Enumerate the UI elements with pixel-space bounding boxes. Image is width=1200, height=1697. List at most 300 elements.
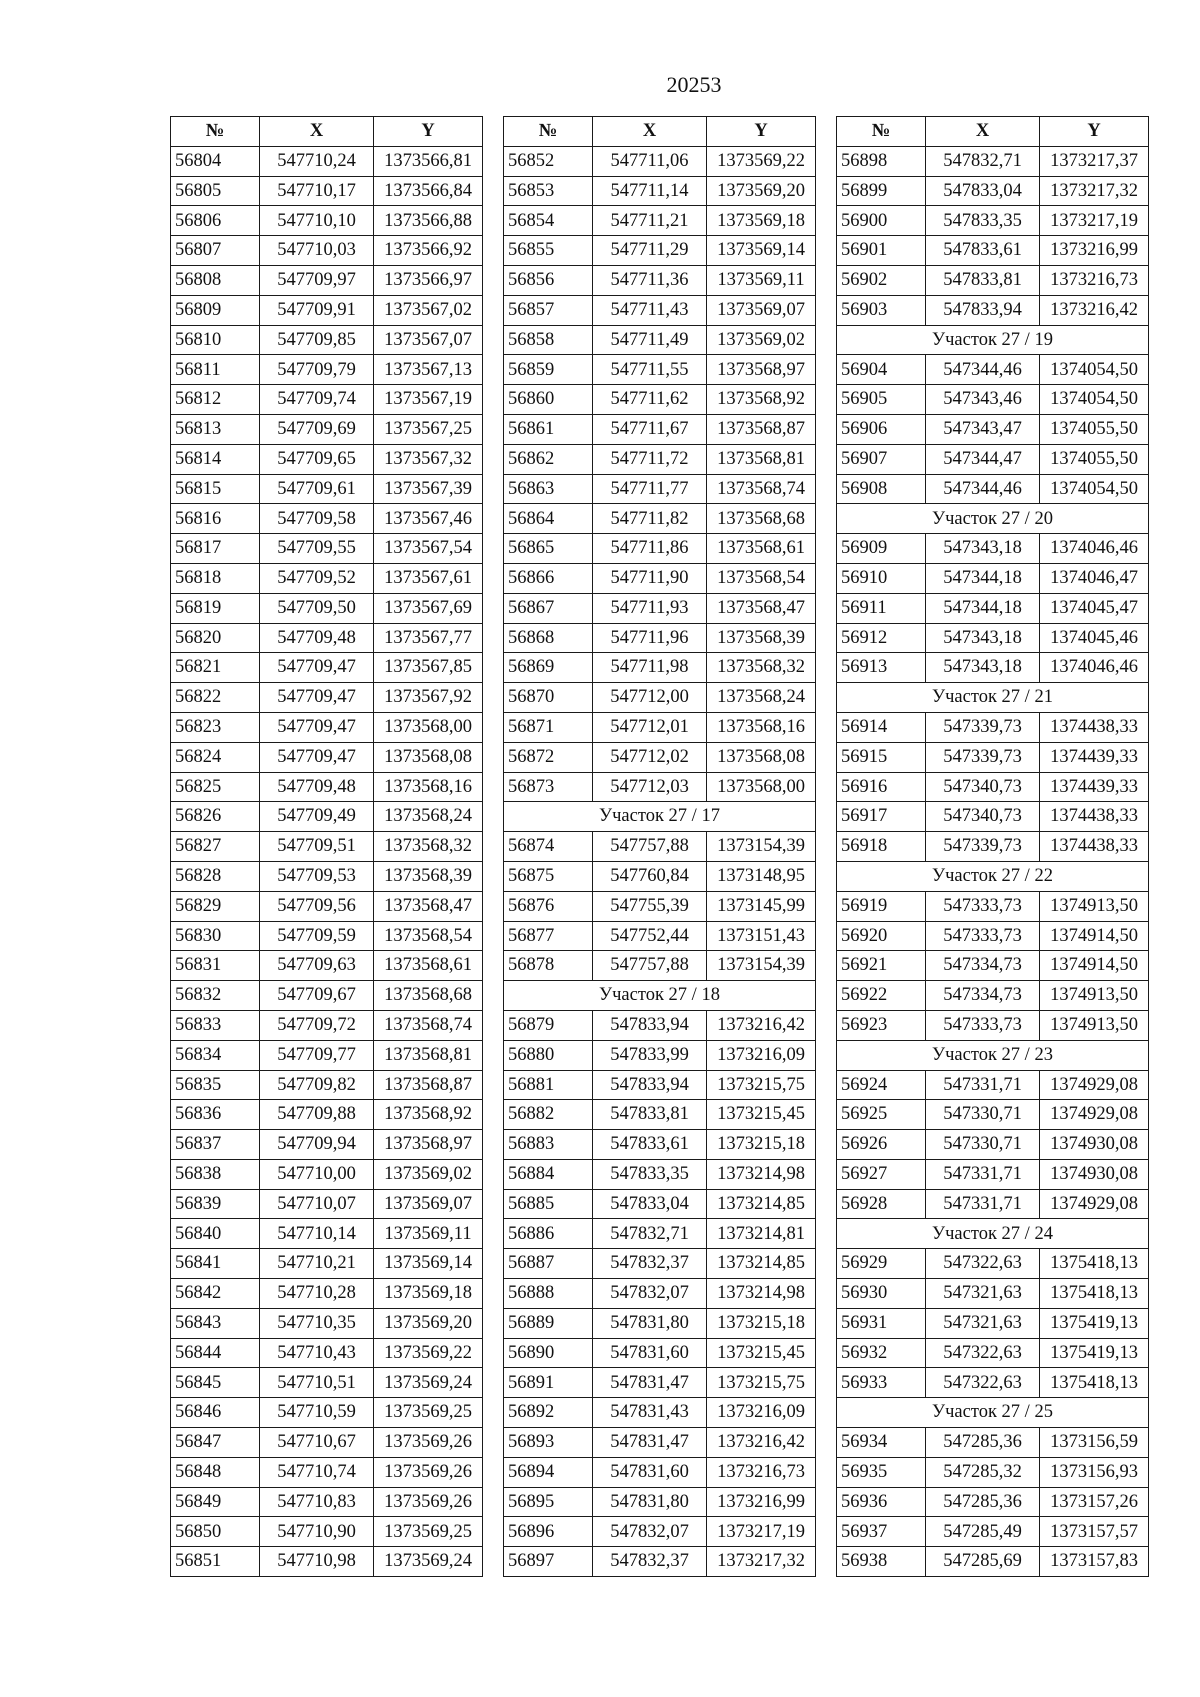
table-row xyxy=(171,1338,483,1368)
point-number-cell: 56878 xyxy=(504,951,593,981)
table-row xyxy=(504,1249,816,1279)
x-coordinate-cell: 547709,67 xyxy=(260,981,374,1011)
section-row xyxy=(837,861,1149,891)
table-row xyxy=(837,265,1149,295)
point-number-cell: 56910 xyxy=(837,563,926,593)
point-number-cell: 56881 xyxy=(504,1070,593,1100)
table-row xyxy=(504,146,816,176)
x-coordinate-cell: 547832,37 xyxy=(593,1547,707,1577)
y-coordinate-cell: 1374438,33 xyxy=(1040,832,1149,862)
table-row xyxy=(171,802,483,832)
x-coordinate-cell: 547333,73 xyxy=(926,921,1040,951)
y-coordinate-cell: 1373569,20 xyxy=(707,176,816,206)
point-number-cell: 56920 xyxy=(837,921,926,951)
x-coordinate-cell: 547711,77 xyxy=(593,474,707,504)
y-coordinate-cell: 1373154,39 xyxy=(707,832,816,862)
point-number-cell: 56934 xyxy=(837,1428,926,1458)
column-header-number: № xyxy=(837,117,926,147)
x-coordinate-cell: 547709,82 xyxy=(260,1070,374,1100)
y-coordinate-cell: 1374046,46 xyxy=(1040,534,1149,564)
column-header-y: Y xyxy=(374,117,483,147)
x-coordinate-cell: 547709,59 xyxy=(260,921,374,951)
y-coordinate-cell: 1373567,19 xyxy=(374,385,483,415)
x-coordinate-cell: 547833,94 xyxy=(926,295,1040,325)
y-coordinate-cell: 1373569,07 xyxy=(707,295,816,325)
y-coordinate-cell: 1374929,08 xyxy=(1040,1070,1149,1100)
x-coordinate-cell: 547709,88 xyxy=(260,1100,374,1130)
y-coordinate-cell: 1373216,99 xyxy=(707,1487,816,1517)
table-row xyxy=(837,385,1149,415)
x-coordinate-cell: 547709,55 xyxy=(260,534,374,564)
y-coordinate-cell: 1375418,13 xyxy=(1040,1249,1149,1279)
table-row xyxy=(837,474,1149,504)
table-row xyxy=(837,1100,1149,1130)
y-coordinate-cell: 1373568,68 xyxy=(707,504,816,534)
point-number-cell: 56805 xyxy=(171,176,260,206)
x-coordinate-cell: 547832,37 xyxy=(593,1249,707,1279)
point-number-cell: 56849 xyxy=(171,1487,260,1517)
x-coordinate-cell: 547709,58 xyxy=(260,504,374,534)
y-coordinate-cell: 1374438,33 xyxy=(1040,802,1149,832)
column-header-x: X xyxy=(260,117,374,147)
x-coordinate-cell: 547755,39 xyxy=(593,891,707,921)
y-coordinate-cell: 1373568,00 xyxy=(707,772,816,802)
y-coordinate-cell: 1373569,24 xyxy=(374,1368,483,1398)
y-coordinate-cell: 1373157,83 xyxy=(1040,1547,1149,1577)
y-coordinate-cell: 1373568,61 xyxy=(707,534,816,564)
table-row xyxy=(504,772,816,802)
x-coordinate-cell: 547711,21 xyxy=(593,206,707,236)
table-row xyxy=(171,653,483,683)
x-coordinate-cell: 547833,35 xyxy=(926,206,1040,236)
y-coordinate-cell: 1373217,19 xyxy=(707,1517,816,1547)
point-number-cell: 56811 xyxy=(171,355,260,385)
table-row xyxy=(171,534,483,564)
table-row xyxy=(504,176,816,206)
table-row xyxy=(504,1189,816,1219)
x-coordinate-cell: 547710,07 xyxy=(260,1189,374,1219)
x-coordinate-cell: 547710,51 xyxy=(260,1368,374,1398)
x-coordinate-cell: 547710,00 xyxy=(260,1159,374,1189)
point-number-cell: 56901 xyxy=(837,236,926,266)
x-coordinate-cell: 547330,71 xyxy=(926,1100,1040,1130)
y-coordinate-cell: 1373157,57 xyxy=(1040,1517,1149,1547)
point-number-cell: 56918 xyxy=(837,832,926,862)
point-number-cell: 56870 xyxy=(504,683,593,713)
column-header-x: X xyxy=(926,117,1040,147)
table-row xyxy=(171,414,483,444)
point-number-cell: 56921 xyxy=(837,951,926,981)
point-number-cell: 56853 xyxy=(504,176,593,206)
table-row xyxy=(837,146,1149,176)
table-row xyxy=(171,1428,483,1458)
table-row xyxy=(171,921,483,951)
point-number-cell: 56866 xyxy=(504,563,593,593)
point-number-cell: 56928 xyxy=(837,1189,926,1219)
section-label: Участок 27 / 19 xyxy=(837,325,1149,355)
x-coordinate-cell: 547710,14 xyxy=(260,1219,374,1249)
x-coordinate-cell: 547344,46 xyxy=(926,474,1040,504)
point-number-cell: 56925 xyxy=(837,1100,926,1130)
point-number-cell: 56938 xyxy=(837,1547,926,1577)
table-row xyxy=(504,474,816,504)
section-row xyxy=(837,325,1149,355)
column-header-number: № xyxy=(171,117,260,147)
x-coordinate-cell: 547831,80 xyxy=(593,1487,707,1517)
y-coordinate-cell: 1373567,46 xyxy=(374,504,483,534)
table-row xyxy=(171,295,483,325)
y-coordinate-cell: 1373567,61 xyxy=(374,563,483,593)
table-row xyxy=(837,1249,1149,1279)
y-coordinate-cell: 1374929,08 xyxy=(1040,1100,1149,1130)
table-row xyxy=(837,653,1149,683)
point-number-cell: 56876 xyxy=(504,891,593,921)
section-row xyxy=(504,802,816,832)
table-row xyxy=(837,355,1149,385)
y-coordinate-cell: 1373217,37 xyxy=(1040,146,1149,176)
x-coordinate-cell: 547711,72 xyxy=(593,444,707,474)
point-number-cell: 56862 xyxy=(504,444,593,474)
y-coordinate-cell: 1373566,88 xyxy=(374,206,483,236)
point-number-cell: 56812 xyxy=(171,385,260,415)
x-coordinate-cell: 547711,98 xyxy=(593,653,707,683)
point-number-cell: 56808 xyxy=(171,265,260,295)
x-coordinate-cell: 547712,03 xyxy=(593,772,707,802)
y-coordinate-cell: 1374055,50 xyxy=(1040,414,1149,444)
x-coordinate-cell: 547709,47 xyxy=(260,742,374,772)
point-number-cell: 56814 xyxy=(171,444,260,474)
x-coordinate-cell: 547343,18 xyxy=(926,653,1040,683)
x-coordinate-cell: 547711,90 xyxy=(593,563,707,593)
table-row xyxy=(504,265,816,295)
x-coordinate-cell: 547343,18 xyxy=(926,534,1040,564)
point-number-cell: 56832 xyxy=(171,981,260,1011)
x-coordinate-cell: 547710,83 xyxy=(260,1487,374,1517)
x-coordinate-cell: 547710,98 xyxy=(260,1547,374,1577)
point-number-cell: 56829 xyxy=(171,891,260,921)
point-number-cell: 56865 xyxy=(504,534,593,564)
section-label: Участок 27 / 25 xyxy=(837,1398,1149,1428)
table-row xyxy=(837,593,1149,623)
point-number-cell: 56841 xyxy=(171,1249,260,1279)
table-row xyxy=(837,534,1149,564)
y-coordinate-cell: 1373215,45 xyxy=(707,1338,816,1368)
x-coordinate-cell: 547710,35 xyxy=(260,1308,374,1338)
point-number-cell: 56827 xyxy=(171,832,260,862)
x-coordinate-cell: 547285,36 xyxy=(926,1487,1040,1517)
x-coordinate-cell: 547709,77 xyxy=(260,1040,374,1070)
x-coordinate-cell: 547710,67 xyxy=(260,1428,374,1458)
y-coordinate-cell: 1374438,33 xyxy=(1040,712,1149,742)
table-row xyxy=(171,1547,483,1577)
table-row xyxy=(837,1010,1149,1040)
y-coordinate-cell: 1375418,13 xyxy=(1040,1368,1149,1398)
x-coordinate-cell: 547760,84 xyxy=(593,861,707,891)
point-number-cell: 56823 xyxy=(171,712,260,742)
point-number-cell: 56831 xyxy=(171,951,260,981)
point-number-cell: 56902 xyxy=(837,265,926,295)
x-coordinate-cell: 547322,63 xyxy=(926,1338,1040,1368)
y-coordinate-cell: 1374929,08 xyxy=(1040,1189,1149,1219)
table-row xyxy=(504,861,816,891)
point-number-cell: 56844 xyxy=(171,1338,260,1368)
y-coordinate-cell: 1373568,81 xyxy=(707,444,816,474)
point-number-cell: 56933 xyxy=(837,1368,926,1398)
point-number-cell: 56854 xyxy=(504,206,593,236)
y-coordinate-cell: 1373568,08 xyxy=(707,742,816,772)
x-coordinate-cell: 547709,97 xyxy=(260,265,374,295)
y-coordinate-cell: 1373214,81 xyxy=(707,1219,816,1249)
x-coordinate-cell: 547709,50 xyxy=(260,593,374,623)
x-coordinate-cell: 547832,07 xyxy=(593,1517,707,1547)
y-coordinate-cell: 1373148,95 xyxy=(707,861,816,891)
table-row xyxy=(504,1219,816,1249)
point-number-cell: 56922 xyxy=(837,981,926,1011)
y-coordinate-cell: 1373568,32 xyxy=(707,653,816,683)
x-coordinate-cell: 547831,47 xyxy=(593,1368,707,1398)
point-number-cell: 56892 xyxy=(504,1398,593,1428)
x-coordinate-cell: 547711,96 xyxy=(593,623,707,653)
table-row xyxy=(837,563,1149,593)
table-row xyxy=(504,683,816,713)
x-coordinate-cell: 547333,73 xyxy=(926,891,1040,921)
x-coordinate-cell: 547710,21 xyxy=(260,1249,374,1279)
y-coordinate-cell: 1373217,19 xyxy=(1040,206,1149,236)
y-coordinate-cell: 1373568,16 xyxy=(707,712,816,742)
point-number-cell: 56908 xyxy=(837,474,926,504)
x-coordinate-cell: 547710,28 xyxy=(260,1279,374,1309)
x-coordinate-cell: 547752,44 xyxy=(593,921,707,951)
table-row xyxy=(171,623,483,653)
table-row xyxy=(837,1130,1149,1160)
x-coordinate-cell: 547339,73 xyxy=(926,832,1040,862)
y-coordinate-cell: 1374930,08 xyxy=(1040,1130,1149,1160)
table-row xyxy=(171,772,483,802)
point-number-cell: 56826 xyxy=(171,802,260,832)
table-row xyxy=(504,832,816,862)
point-number-cell: 56890 xyxy=(504,1338,593,1368)
section-label: Участок 27 / 21 xyxy=(837,683,1149,713)
table-row xyxy=(837,1517,1149,1547)
point-number-cell: 56906 xyxy=(837,414,926,444)
x-coordinate-cell: 547711,82 xyxy=(593,504,707,534)
x-coordinate-cell: 547339,73 xyxy=(926,712,1040,742)
table-row xyxy=(171,1100,483,1130)
point-number-cell: 56851 xyxy=(171,1547,260,1577)
x-coordinate-cell: 547757,88 xyxy=(593,832,707,862)
y-coordinate-cell: 1373567,07 xyxy=(374,325,483,355)
y-coordinate-cell: 1373145,99 xyxy=(707,891,816,921)
y-coordinate-cell: 1373156,59 xyxy=(1040,1428,1149,1458)
x-coordinate-cell: 547709,85 xyxy=(260,325,374,355)
point-number-cell: 56839 xyxy=(171,1189,260,1219)
point-number-cell: 56930 xyxy=(837,1279,926,1309)
point-number-cell: 56886 xyxy=(504,1219,593,1249)
x-coordinate-cell: 547344,47 xyxy=(926,444,1040,474)
x-coordinate-cell: 547709,49 xyxy=(260,802,374,832)
y-coordinate-cell: 1373569,24 xyxy=(374,1547,483,1577)
table-row xyxy=(837,1428,1149,1458)
point-number-cell: 56884 xyxy=(504,1159,593,1189)
table-row xyxy=(504,1398,816,1428)
point-number-cell: 56889 xyxy=(504,1308,593,1338)
x-coordinate-cell: 547712,01 xyxy=(593,712,707,742)
table-row xyxy=(171,712,483,742)
x-coordinate-cell: 547711,36 xyxy=(593,265,707,295)
table-row xyxy=(504,1487,816,1517)
x-coordinate-cell: 547711,49 xyxy=(593,325,707,355)
x-coordinate-cell: 547831,47 xyxy=(593,1428,707,1458)
table-row xyxy=(504,444,816,474)
x-coordinate-cell: 547833,81 xyxy=(926,265,1040,295)
table-row xyxy=(504,295,816,325)
y-coordinate-cell: 1373569,25 xyxy=(374,1398,483,1428)
y-coordinate-cell: 1373569,11 xyxy=(374,1219,483,1249)
y-coordinate-cell: 1373216,09 xyxy=(707,1040,816,1070)
point-number-cell: 56887 xyxy=(504,1249,593,1279)
x-coordinate-cell: 547710,90 xyxy=(260,1517,374,1547)
table-row xyxy=(837,623,1149,653)
x-coordinate-cell: 547343,18 xyxy=(926,623,1040,653)
point-number-cell: 56873 xyxy=(504,772,593,802)
point-number-cell: 56899 xyxy=(837,176,926,206)
table-row xyxy=(837,1487,1149,1517)
y-coordinate-cell: 1373214,98 xyxy=(707,1279,816,1309)
y-coordinate-cell: 1373569,26 xyxy=(374,1457,483,1487)
table-row xyxy=(837,832,1149,862)
table-row xyxy=(504,623,816,653)
table-row xyxy=(171,325,483,355)
point-number-cell: 56914 xyxy=(837,712,926,742)
point-number-cell: 56895 xyxy=(504,1487,593,1517)
point-number-cell: 56893 xyxy=(504,1428,593,1458)
table-row xyxy=(504,534,816,564)
y-coordinate-cell: 1373567,69 xyxy=(374,593,483,623)
y-coordinate-cell: 1373568,74 xyxy=(707,474,816,504)
x-coordinate-cell: 547709,79 xyxy=(260,355,374,385)
y-coordinate-cell: 1373568,00 xyxy=(374,712,483,742)
table-row xyxy=(504,206,816,236)
y-coordinate-cell: 1373567,39 xyxy=(374,474,483,504)
point-number-cell: 56856 xyxy=(504,265,593,295)
point-number-cell: 56813 xyxy=(171,414,260,444)
point-number-cell: 56931 xyxy=(837,1308,926,1338)
y-coordinate-cell: 1373567,13 xyxy=(374,355,483,385)
table-row xyxy=(504,593,816,623)
point-number-cell: 56816 xyxy=(171,504,260,534)
point-number-cell: 56864 xyxy=(504,504,593,534)
table-row xyxy=(837,236,1149,266)
point-number-cell: 56843 xyxy=(171,1308,260,1338)
section-label: Участок 27 / 22 xyxy=(837,861,1149,891)
x-coordinate-cell: 547711,55 xyxy=(593,355,707,385)
table-row xyxy=(171,563,483,593)
x-coordinate-cell: 547831,60 xyxy=(593,1457,707,1487)
table-row xyxy=(504,921,816,951)
x-coordinate-cell: 547710,10 xyxy=(260,206,374,236)
x-coordinate-cell: 547711,43 xyxy=(593,295,707,325)
table-row xyxy=(837,1070,1149,1100)
y-coordinate-cell: 1373566,84 xyxy=(374,176,483,206)
x-coordinate-cell: 547831,43 xyxy=(593,1398,707,1428)
y-coordinate-cell: 1375419,13 xyxy=(1040,1308,1149,1338)
x-coordinate-cell: 547711,93 xyxy=(593,593,707,623)
table-row xyxy=(504,1130,816,1160)
x-coordinate-cell: 547340,73 xyxy=(926,772,1040,802)
table-row xyxy=(837,295,1149,325)
y-coordinate-cell: 1373569,26 xyxy=(374,1428,483,1458)
table-row xyxy=(504,742,816,772)
x-coordinate-cell: 547331,71 xyxy=(926,1189,1040,1219)
table-row xyxy=(837,1308,1149,1338)
y-coordinate-cell: 1373214,85 xyxy=(707,1249,816,1279)
table-header-row xyxy=(504,117,816,147)
point-number-cell: 56900 xyxy=(837,206,926,236)
y-coordinate-cell: 1373216,42 xyxy=(1040,295,1149,325)
section-row xyxy=(837,1398,1149,1428)
y-coordinate-cell: 1373568,81 xyxy=(374,1040,483,1070)
table-row xyxy=(504,236,816,266)
table-row xyxy=(171,444,483,474)
x-coordinate-cell: 547712,02 xyxy=(593,742,707,772)
table-row xyxy=(171,1070,483,1100)
point-number-cell: 56842 xyxy=(171,1279,260,1309)
y-coordinate-cell: 1373569,14 xyxy=(707,236,816,266)
y-coordinate-cell: 1373568,92 xyxy=(707,385,816,415)
table-row xyxy=(171,593,483,623)
point-number-cell: 56809 xyxy=(171,295,260,325)
y-coordinate-cell: 1373567,54 xyxy=(374,534,483,564)
x-coordinate-cell: 547285,32 xyxy=(926,1457,1040,1487)
y-coordinate-cell: 1373568,16 xyxy=(374,772,483,802)
x-coordinate-cell: 547340,73 xyxy=(926,802,1040,832)
x-coordinate-cell: 547285,36 xyxy=(926,1428,1040,1458)
y-coordinate-cell: 1373217,32 xyxy=(707,1547,816,1577)
x-coordinate-cell: 547709,65 xyxy=(260,444,374,474)
table-header-row xyxy=(171,117,483,147)
point-number-cell: 56860 xyxy=(504,385,593,415)
x-coordinate-cell: 547709,56 xyxy=(260,891,374,921)
point-number-cell: 56926 xyxy=(837,1130,926,1160)
table-row xyxy=(504,1457,816,1487)
y-coordinate-cell: 1373569,26 xyxy=(374,1487,483,1517)
table-row xyxy=(504,653,816,683)
point-number-cell: 56903 xyxy=(837,295,926,325)
y-coordinate-cell: 1374054,50 xyxy=(1040,385,1149,415)
table-row xyxy=(171,1249,483,1279)
table-row xyxy=(504,1279,816,1309)
table-row xyxy=(171,474,483,504)
point-number-cell: 56825 xyxy=(171,772,260,802)
y-coordinate-cell: 1373567,85 xyxy=(374,653,483,683)
section-label: Участок 27 / 17 xyxy=(504,802,816,832)
point-number-cell: 56867 xyxy=(504,593,593,623)
column-header-x: X xyxy=(593,117,707,147)
table-row xyxy=(171,1517,483,1547)
point-number-cell: 56874 xyxy=(504,832,593,862)
column-header-y: Y xyxy=(707,117,816,147)
point-number-cell: 56869 xyxy=(504,653,593,683)
table-row xyxy=(837,1279,1149,1309)
y-coordinate-cell: 1373569,18 xyxy=(707,206,816,236)
point-number-cell: 56804 xyxy=(171,146,260,176)
page-number: 20253 xyxy=(666,72,722,97)
point-number-cell: 56863 xyxy=(504,474,593,504)
y-coordinate-cell: 1373569,07 xyxy=(374,1189,483,1219)
y-coordinate-cell: 1373568,47 xyxy=(707,593,816,623)
x-coordinate-cell: 547334,73 xyxy=(926,951,1040,981)
y-coordinate-cell: 1374913,50 xyxy=(1040,891,1149,921)
